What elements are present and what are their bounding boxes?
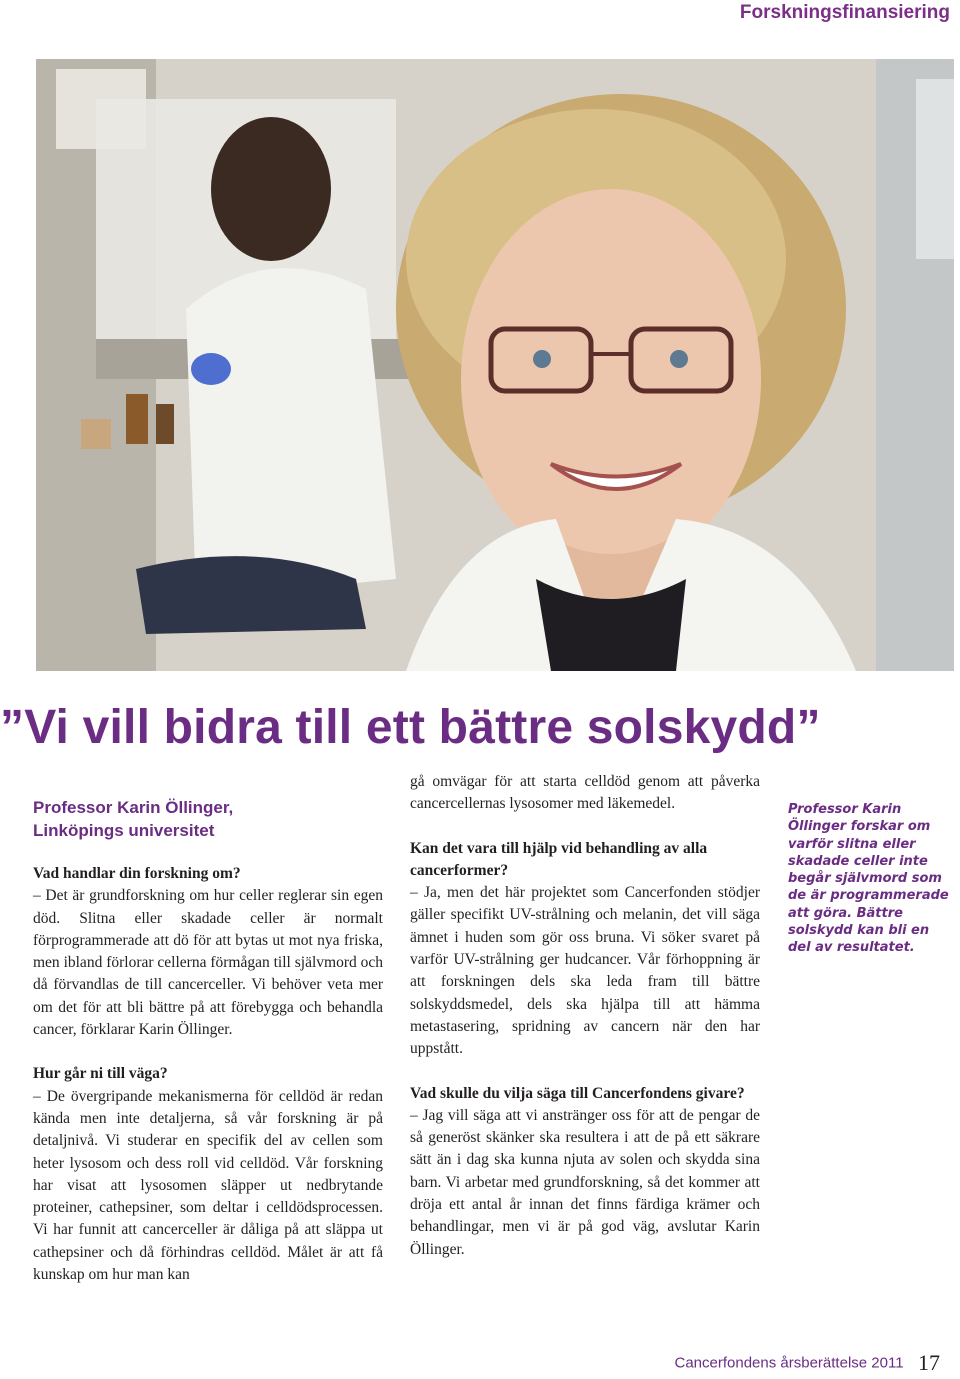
interview-answer: – Det är grundforskning om hur celler reglerar sin egen död. Slitna eller skadade celler är normalt förprogrammerade att dö för att bytas ut mot nya friska, men ibland förlorar cellerna förmågan till självmord och då förvandlas de till cancerceller. Vi behöver veta mer om det för att bli bättre på att förebygga och behandla cancer, förklarar Karin Öllinger. (33, 887, 383, 1039)
photo-illustration (36, 59, 954, 671)
page-footer (675, 1350, 941, 1376)
byline (33, 796, 393, 842)
byline-affiliation: Linköpings universitet (33, 821, 215, 840)
article-headline: ”Vi vill bidra till ett bättre solskydd” (0, 701, 821, 754)
byline-name: Professor Karin Öllinger, (33, 798, 234, 817)
interview-question: Vad handlar din forskning om? (33, 865, 241, 882)
interview-question: Hur går ni till väga? (33, 1065, 168, 1083)
interview-answer: – Jag vill säga att vi anstränger oss för att de pengar de så generöst skänker ska resultera i att de på ett säkrare sätt än i dag ska kunna njuta av solen och skydda sina barn. Vi arbetar med grundforskning, så det kommer att dröja ett antal år innan det finns färdiga krämer och behandlingar, men vi är på god väg, avslutar Karin Öllinger. (410, 1106, 760, 1258)
section-label: Forskningsfinansiering (739, 2, 950, 23)
publication-title: Cancerfondens årsberättelse 2011 (674, 1354, 904, 1372)
interview-answer: – De övergripande mekanismerna för celldöd är redan kända men inte detaljerna, så vår forskning är på detaljnivå. Vi studerar en specifik del av cellen som heter lysosom och dess roll vid celldöd. Vår forskning har visat att lysosomen släpper ut nedbrytande proteiner, cathepsiner, som deltar i celldödsprocessen. Vi har funnit att cancerceller är dåliga på att släppa ut cathepsiner och då förhindras celldöd. Målet är att få kunskap om hur man kan (33, 1087, 383, 1284)
photo-caption: Professor Karin Öllinger forskar om varför slitna eller skadade celler inte begår självmord som de är programmerade att göra. Bättre solskydd kan bli en del av resultatet. (788, 802, 949, 956)
page-number: 17 (918, 1350, 940, 1375)
interview-answer: – Ja, men det här projektet som Cancerfonden stödjer gäller specifikt UV-strålning och melanin, det vill säga ämnet i huden som gör oss bruna. Vi söker svaret på varför UV-strålning ger hudcancer. Vår förhoppning är att forskningen dels ska leda fram till bättre solskyddsmedel, dels ska hjälpa till att hämma metastasering, spridning av cancern när den har uppstått. (410, 884, 760, 1058)
article-column-2 (410, 771, 760, 1261)
interview-answer: gå omvägar för att starta celldöd genom att påverka cancercellernas lysosomer med läkemedel. (410, 773, 760, 813)
interview-question: Vad skulle du vilja säga till Cancerfondens givare? (410, 1084, 745, 1102)
interview-question: Kan det vara till hjälp vid behandling av alla cancerformer? (410, 839, 708, 879)
article-column-1 (33, 863, 383, 1286)
portrait-photo (36, 59, 954, 671)
